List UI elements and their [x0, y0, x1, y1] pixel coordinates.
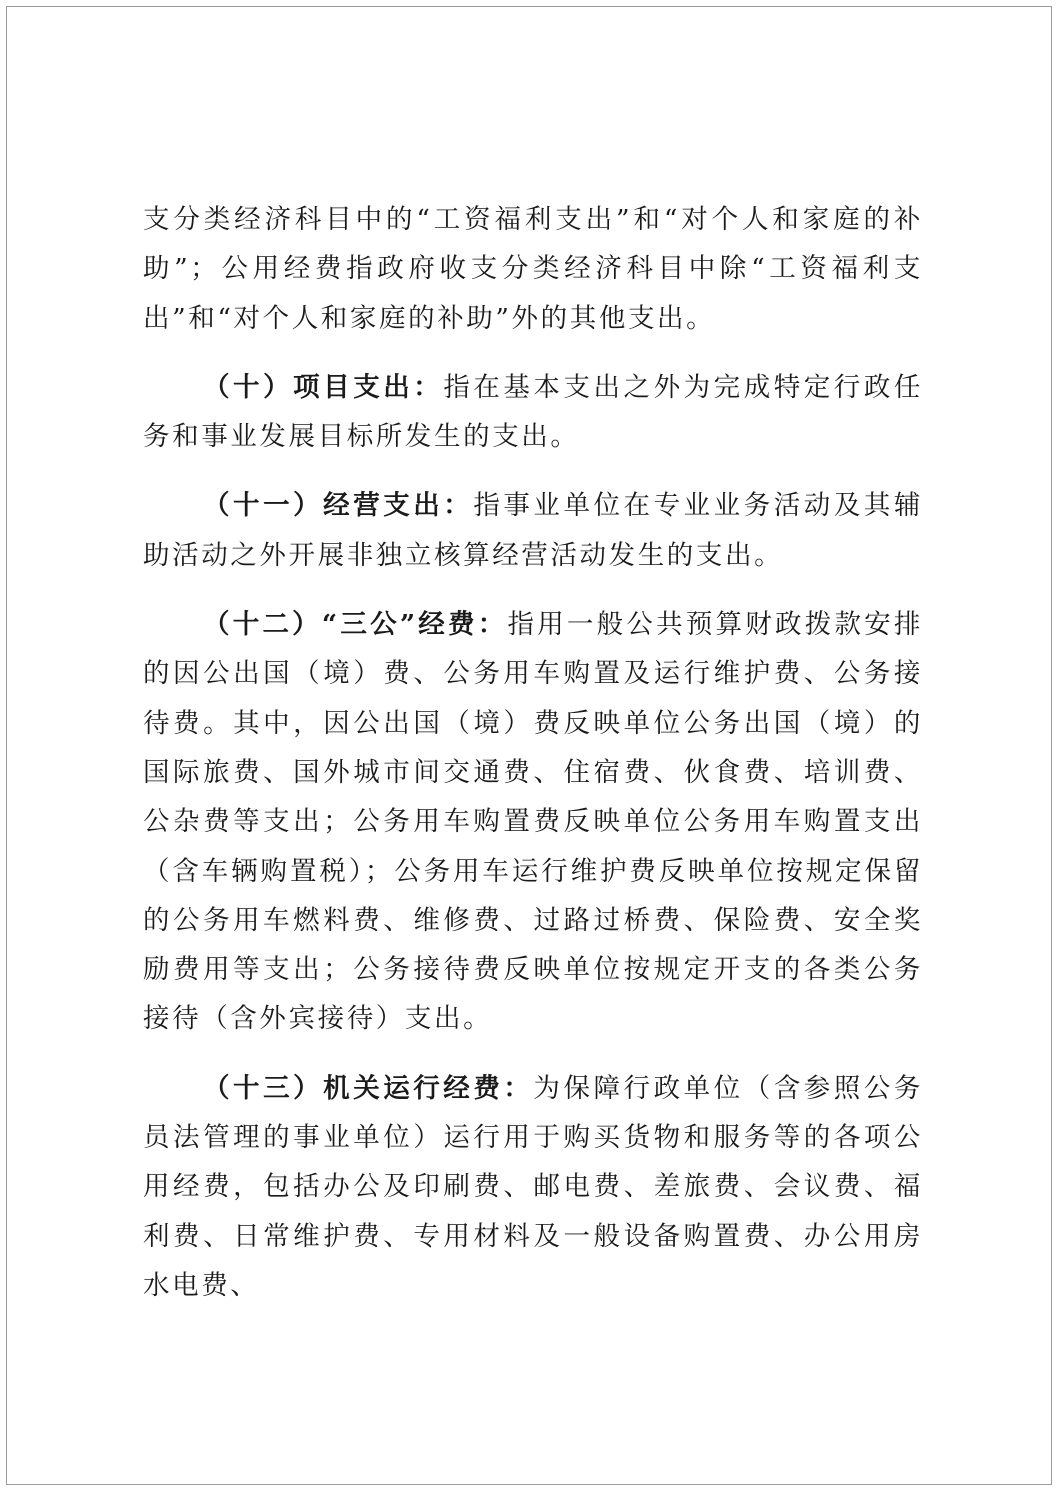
- document-body: [143, 195, 923, 1310]
- paragraph-project-expenditure: [143, 363, 923, 462]
- paragraph-text: 指在基本支出之外为完成特定行政任务和事业发展目标所发生的支出。: [143, 371, 923, 453]
- term-agency-operating-expenses: （十三）机关运行经费：: [203, 1072, 534, 1104]
- term-project-expenditure: （十）项目支出：: [203, 371, 444, 403]
- paragraph-text: 指用一般公共预算财政拨款安排的因公出国（境）费、公务用车购置及运行维护费、公务接待费。其中，因公出国（境）费反映单位公务出国（境）的国际旅费、国外城市间交通费、住宿费、伙食费、培训费、公杂费等支出；公务用车购置费反映单位公务用车购置支出（含车辆购置税）；公务用车运行维护费反映单位按规定保留的公务用车燃料费、维修费、过路过桥费、保险费、安全奖励费用等支出；公务接待费反映单位按规定开支的各类公务接待（含外宾接待）支出。: [143, 609, 923, 1035]
- paragraph-text: 支分类经济科目中的“工资福利支出”和“对个人和家庭的补助”；公用经费指政府收支分类经济科目中除“工资福利支出”和“对个人和家庭的补助”外的其他支出。: [143, 204, 923, 334]
- paragraph-continuation: [143, 195, 923, 343]
- paragraph-three-public-expenses: [143, 600, 923, 1044]
- paragraph-operating-expenditure: [143, 481, 923, 580]
- paragraph-agency-operating-expenses: [143, 1064, 923, 1310]
- paragraph-text: 为保障行政单位（含参照公务员法管理的事业单位）运行用于购买货物和服务等的各项公用经费，包括办公及印刷费、邮电费、差旅费、会议费、福利费、日常维护费、专用材料及一般设备购置费、办公用房水电费、: [143, 1072, 923, 1301]
- term-operating-expenditure: （十一）经营支出：: [203, 490, 474, 522]
- term-three-public-expenses: （十二）“三公”经费：: [203, 609, 508, 641]
- paragraph-text: 指事业单位在专业业务活动及其辅助活动之外开展非独立核算经营活动发生的支出。: [143, 490, 924, 571]
